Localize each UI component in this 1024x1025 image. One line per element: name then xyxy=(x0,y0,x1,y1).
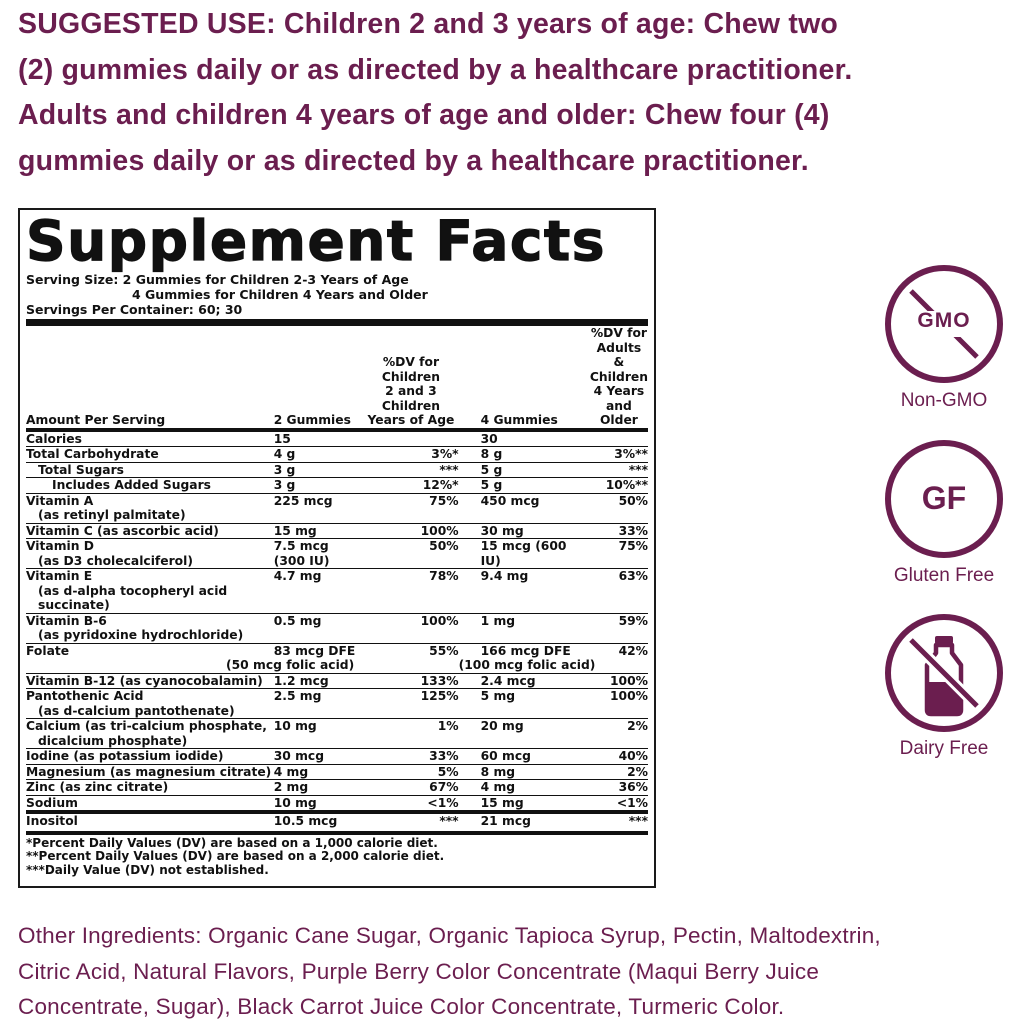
dv-children-text: 133% xyxy=(420,673,459,688)
dv-children-text: 100% xyxy=(420,523,459,538)
nutrient-source: (as d-alpha tocopheryl acid succinate) xyxy=(38,583,228,612)
amount-4-gummies-text: 2.4 mcg xyxy=(480,673,536,688)
dv-adults-text: 59% xyxy=(618,613,648,628)
dv-children-text: 12%* xyxy=(422,478,459,492)
dv-adults-text: 36% xyxy=(618,780,648,794)
nutrient-name-text: Vitamin D xyxy=(26,539,94,553)
dv-children xyxy=(363,569,458,614)
header-amount: Amount Per Serving xyxy=(26,413,166,427)
amount-2-gummies xyxy=(274,478,364,494)
dv-children xyxy=(363,447,458,463)
dv-children xyxy=(363,539,458,569)
dv-adults: *** xyxy=(628,814,648,828)
serving-size-alt: 4 Gummies for Children 4 Years and Older xyxy=(132,287,428,302)
milk-bottle-icon xyxy=(891,620,997,726)
serving-size: Serving Size: 2 Gummies for Children 2-3 Years of Age xyxy=(26,272,409,287)
amount-2-gummies xyxy=(274,493,364,523)
amount-4-gummies-text: 5 g xyxy=(480,462,503,477)
suggested-use-text xyxy=(18,2,1018,184)
nutrient-name-text: Includes Added Sugars xyxy=(52,478,211,492)
nutrient-name-text: Pantothenic Acid xyxy=(26,689,144,703)
nutrient-name xyxy=(26,643,274,658)
header-dv-adults-l3: and Older xyxy=(599,398,638,427)
facts-title: Supplement Facts xyxy=(26,209,606,273)
amount-4-gummies xyxy=(459,613,590,643)
nutrient-source: (as pyridoxine hydrochloride) xyxy=(38,628,244,642)
table-row xyxy=(26,643,648,658)
dv-adults-text: 2% xyxy=(627,719,648,733)
folic-acid-note: (100 mcg folic acid) xyxy=(458,658,596,672)
amount-4-gummies-text: 9.4 mg xyxy=(480,569,529,583)
amount-2-gummies xyxy=(274,764,364,780)
dv-adults xyxy=(590,673,648,689)
amount-4-gummies xyxy=(459,719,590,749)
table-row xyxy=(26,613,648,643)
dv-adults-text: 3%** xyxy=(614,447,648,461)
nutrient-name xyxy=(26,493,274,523)
dv-adults xyxy=(590,539,648,569)
nutrient-name xyxy=(26,478,274,494)
amount-2-gummies-text: 15 mg xyxy=(273,523,317,538)
amount-2-gummies xyxy=(274,462,364,478)
amount-4-gummies xyxy=(459,643,590,658)
footnote: ***Daily Value (DV) not established. xyxy=(26,862,269,877)
header-dv-children-l2: 2 and 3 Children xyxy=(381,384,441,413)
dv-adults xyxy=(590,643,648,658)
supplement-facts-panel xyxy=(18,208,656,888)
dv-adults xyxy=(590,523,648,539)
table-row xyxy=(26,795,648,810)
amount-2-gummies-text: 10 mg xyxy=(273,795,317,810)
table-row xyxy=(26,478,648,494)
dv-adults xyxy=(590,719,648,749)
nutrient-name xyxy=(26,689,274,719)
amount-2-gummies-text: 83 mcg DFE xyxy=(273,643,356,658)
table-row xyxy=(26,764,648,780)
header-4-gummies: 4 Gummies xyxy=(480,413,558,427)
nutrient-name xyxy=(26,749,274,765)
amount-4-gummies-text: 20 mg xyxy=(480,719,524,733)
nutrient-name-text: Iodine (as potassium iodide) xyxy=(26,749,224,763)
dv-adults-text: 2% xyxy=(627,764,648,779)
dairy-free-label: Dairy Free xyxy=(899,738,989,759)
nutrient-name-text: Vitamin E xyxy=(26,569,93,583)
amount-2-gummies-text: 7.5 mcg (300 IU) xyxy=(273,539,330,568)
amount-4-gummies-text: 1 mg xyxy=(480,613,516,628)
amount-2-gummies xyxy=(274,432,364,447)
amount-4-gummies-text: 30 mg xyxy=(480,523,524,538)
nutrient-source: (as retinyl palmitate) xyxy=(38,508,186,522)
nutrient-name-text: Magnesium (as magnesium citrate) xyxy=(26,764,272,779)
amount-2-gummies xyxy=(274,780,364,796)
dv-adults-text: 75% xyxy=(618,539,648,553)
dv-adults xyxy=(590,764,648,780)
divider-medium xyxy=(26,831,648,835)
nutrient-name xyxy=(26,613,274,643)
table-row xyxy=(26,432,648,447)
nutrient-name xyxy=(26,569,274,614)
dv-adults xyxy=(590,447,648,463)
dv-children-text: 67% xyxy=(429,780,459,794)
nutrient-name-text: Zinc (as zinc citrate) xyxy=(26,780,169,794)
amount-2-gummies-text: 10 mg xyxy=(273,719,317,733)
dv-children xyxy=(363,523,458,539)
dv-adults-text: 33% xyxy=(618,523,648,538)
nutrient-name-text: Folate xyxy=(26,643,70,658)
nutrient-name-text: Total Carbohydrate xyxy=(26,447,159,461)
gluten-free-badge xyxy=(885,440,1003,558)
nutrient-source: dicalcium phosphate) xyxy=(38,733,188,748)
nutrient-name-text: Vitamin B-6 xyxy=(26,613,107,628)
dv-adults xyxy=(590,493,648,523)
amount-2-gummies xyxy=(274,523,364,539)
nutrient-name xyxy=(26,539,274,569)
amount-4-gummies xyxy=(459,795,590,810)
amount-4-gummies-text: 5 mg xyxy=(480,689,516,703)
amount-2-gummies-text: 4 mg xyxy=(273,764,309,779)
amount-2-gummies xyxy=(274,689,364,719)
amount-2-gummies-text: 4.7 mg xyxy=(273,569,322,583)
dv-children-text: 1% xyxy=(437,719,459,733)
amount-4-gummies xyxy=(459,462,590,478)
dv-adults-text: <1% xyxy=(616,795,648,810)
other-ingredients-line: Citric Acid, Natural Flavors, Purple Berry Color Concentrate (Maqui Berry Juice xyxy=(18,958,820,984)
nutrient-name-text: Calcium (as tri-calcium phosphate, xyxy=(26,719,267,733)
amount-4-gummies-text: 15 mg xyxy=(480,795,524,810)
amount-2-gummies xyxy=(274,539,364,569)
header-dv-children-l1: %DV for Children xyxy=(381,355,441,384)
table-header-row xyxy=(26,326,648,428)
amount-2-gummies xyxy=(274,719,364,749)
dv-children-text: 3%* xyxy=(431,447,459,461)
dv-children-text: <1% xyxy=(427,795,459,810)
amount-4-gummies-text: 4 mg xyxy=(480,780,516,794)
nutrient-name xyxy=(26,795,274,810)
dv-adults xyxy=(590,478,648,494)
dv-children-text: 75% xyxy=(429,493,459,508)
dv-adults xyxy=(590,462,648,478)
nutrient-name-text: Sodium xyxy=(26,795,78,810)
table-row xyxy=(26,493,648,523)
facts-table xyxy=(26,326,648,829)
header-dv-adults xyxy=(590,326,648,428)
footnote: *Percent Daily Values (DV) are based on a 1,000 calorie diet. xyxy=(26,835,438,850)
folic-acid-note: (50 mcg folic acid) xyxy=(226,658,355,672)
dv-children-text: 55% xyxy=(429,643,459,658)
nutrient-name xyxy=(26,673,274,689)
amount-4-gummies-text: 166 mcg DFE xyxy=(480,643,571,658)
amount-2-gummies-text: 3 g xyxy=(273,478,296,492)
dv-children xyxy=(363,462,458,478)
dv-children xyxy=(363,764,458,780)
nutrient-name xyxy=(26,780,274,796)
dv-children xyxy=(363,478,458,494)
amount-4-gummies-text: 30 xyxy=(480,431,498,446)
dv-adults xyxy=(590,780,648,796)
suggested-use-line: gummies daily or as directed by a healthcare practitioner. xyxy=(18,144,809,177)
header-dv-adults-l1: %DV for Adults & xyxy=(590,326,648,369)
amount-2-gummies xyxy=(274,447,364,463)
dv-children xyxy=(363,780,458,796)
dv-children xyxy=(363,643,458,658)
dv-children-text: 33% xyxy=(429,749,459,763)
dv-children xyxy=(363,749,458,765)
table-row xyxy=(26,539,648,569)
nutrient-name: Inositol xyxy=(26,814,78,828)
amount-4-gummies-text: 8 g xyxy=(480,447,503,461)
amount-4-gummies xyxy=(459,478,590,494)
amount-4-gummies xyxy=(459,764,590,780)
header-dv-children-l3: Years of Age xyxy=(367,413,455,427)
amount-4-gummies-text: 60 mcg xyxy=(480,749,531,763)
amount-4-gummies xyxy=(459,689,590,719)
amount-4-gummies xyxy=(459,749,590,765)
amount-4-gummies xyxy=(459,432,590,447)
dv-children xyxy=(363,613,458,643)
non-gmo-label: Non-GMO xyxy=(900,390,988,411)
suggested-use-line: (2) gummies daily or as directed by a healthcare practitioner. xyxy=(18,53,853,86)
amount-2-gummies-text: 2.5 mg xyxy=(273,689,322,703)
amount-4-gummies-text: 15 mcg (600 IU) xyxy=(480,539,567,568)
dv-children xyxy=(363,673,458,689)
amount-2-gummies-text: 225 mcg xyxy=(273,493,333,508)
amount-4-gummies xyxy=(459,447,590,463)
dv-children xyxy=(363,689,458,719)
dv-adults-text: 42% xyxy=(618,643,648,658)
footnote: **Percent Daily Values (DV) are based on a 2,000 calorie diet. xyxy=(26,849,445,863)
table-row xyxy=(26,673,648,689)
nutrient-name-text: Vitamin A xyxy=(26,493,94,508)
table-row xyxy=(26,523,648,539)
amount-2-gummies-text: 0.5 mg xyxy=(273,613,322,628)
table-row xyxy=(26,447,648,463)
dv-children-text: 50% xyxy=(429,539,459,553)
dv-adults xyxy=(590,613,648,643)
dv-children: *** xyxy=(439,814,459,828)
amount-2-gummies xyxy=(274,613,364,643)
table-row xyxy=(26,689,648,719)
dv-children xyxy=(363,493,458,523)
nutrient-name-text: Vitamin C (as ascorbic acid) xyxy=(26,523,219,538)
dv-children-text: 78% xyxy=(429,569,459,583)
amount-4-gummies xyxy=(459,493,590,523)
header-dv-children xyxy=(363,326,458,428)
dv-adults xyxy=(590,569,648,614)
amount-4-gummies xyxy=(459,673,590,689)
amount-4-gummies: 21 mcg xyxy=(480,814,531,828)
dv-adults-text: 63% xyxy=(618,569,648,583)
table-row xyxy=(26,569,648,614)
nutrient-name xyxy=(26,462,274,478)
header-2-gummies: 2 Gummies xyxy=(273,413,351,427)
facts-rows xyxy=(26,432,648,811)
dv-adults xyxy=(590,689,648,719)
other-ingredients-line: Concentrate, Sugar), Black Carrot Juice Color Concentrate, Turmeric Color. xyxy=(18,994,785,1019)
nutrient-source: (as D3 cholecalciferol) xyxy=(38,553,193,568)
amount-2-gummies-text: 4 g xyxy=(273,447,296,461)
table-row xyxy=(26,462,648,478)
amount-2-gummies xyxy=(274,795,364,810)
dv-adults xyxy=(590,432,648,447)
dv-children-text: *** xyxy=(439,462,459,477)
nutrient-name xyxy=(26,432,274,447)
amount-2-gummies-text: 30 mcg xyxy=(273,749,325,763)
divider-thick xyxy=(26,319,648,326)
dv-children xyxy=(363,795,458,810)
gf-text: GF xyxy=(921,480,967,516)
dv-children-text: 125% xyxy=(420,689,459,703)
nutrient-name xyxy=(26,447,274,463)
dv-adults-text: *** xyxy=(628,462,648,477)
gmo-text: GMO xyxy=(917,309,971,332)
amount-4-gummies-text: 8 mg xyxy=(480,764,516,779)
dv-adults xyxy=(590,749,648,765)
dv-children-text: 100% xyxy=(420,613,459,628)
table-row xyxy=(26,780,648,796)
non-gmo-badge xyxy=(885,265,1003,383)
dv-children xyxy=(363,432,458,447)
gluten-free-label: Gluten Free xyxy=(893,565,995,586)
amount-4-gummies xyxy=(459,569,590,614)
amount-2-gummies: 10.5 mcg xyxy=(273,814,338,828)
nutrient-name xyxy=(26,719,274,749)
dairy-free-badge xyxy=(885,614,1003,732)
amount-2-gummies-text: 3 g xyxy=(273,462,296,477)
table-row-inositol xyxy=(26,814,648,829)
dv-adults-text: 40% xyxy=(618,749,648,763)
amount-2-gummies-text: 1.2 mcg xyxy=(273,673,329,688)
other-ingredients-line: Other Ingredients: Organic Cane Sugar, Organic Tapioca Syrup, Pectin, Maltodextrin, xyxy=(18,923,881,948)
amount-4-gummies xyxy=(459,523,590,539)
amount-4-gummies xyxy=(459,539,590,569)
suggested-use-line: SUGGESTED USE: Children 2 and 3 years of age: Chew two xyxy=(18,8,839,40)
nutrient-name xyxy=(26,764,274,780)
nutrient-name xyxy=(26,523,274,539)
amount-2-gummies-text: 15 xyxy=(273,431,291,446)
amount-2-gummies xyxy=(274,643,364,658)
nutrient-name-text: Total Sugars xyxy=(38,462,124,477)
amount-2-gummies xyxy=(274,569,364,614)
dv-adults-text: 10%** xyxy=(605,478,648,492)
header-dv-adults-l2: Children 4 Years xyxy=(589,369,648,398)
footnotes xyxy=(26,837,648,878)
nutrient-name-text: Vitamin B-12 (as cyanocobalamin) xyxy=(26,673,263,688)
suggested-use-line: Adults and children 4 years of age and older: Chew four (4) xyxy=(18,99,830,132)
servings-per-container: Servings Per Container: 60; 30 xyxy=(26,302,243,317)
amount-4-gummies-text: 5 g xyxy=(480,478,503,492)
dv-children xyxy=(363,719,458,749)
amount-2-gummies xyxy=(274,749,364,765)
dv-adults xyxy=(590,795,648,810)
other-ingredients-text xyxy=(18,918,1018,1025)
amount-4-gummies xyxy=(459,780,590,796)
dv-children-text: 5% xyxy=(437,764,459,779)
table-row xyxy=(26,719,648,749)
nutrient-source: (as d-calcium pantothenate) xyxy=(38,703,235,718)
amount-4-gummies-text: 450 mcg xyxy=(480,493,540,508)
dv-adults-text: 50% xyxy=(618,493,648,508)
table-row-continued xyxy=(26,658,648,673)
amount-2-gummies-text: 2 mg xyxy=(273,780,309,794)
dv-adults-text: 100% xyxy=(610,673,648,688)
amount-2-gummies xyxy=(274,673,364,689)
table-row xyxy=(26,749,648,765)
nutrient-name-text: Calories xyxy=(26,431,82,446)
dv-adults-text: 100% xyxy=(610,689,648,703)
